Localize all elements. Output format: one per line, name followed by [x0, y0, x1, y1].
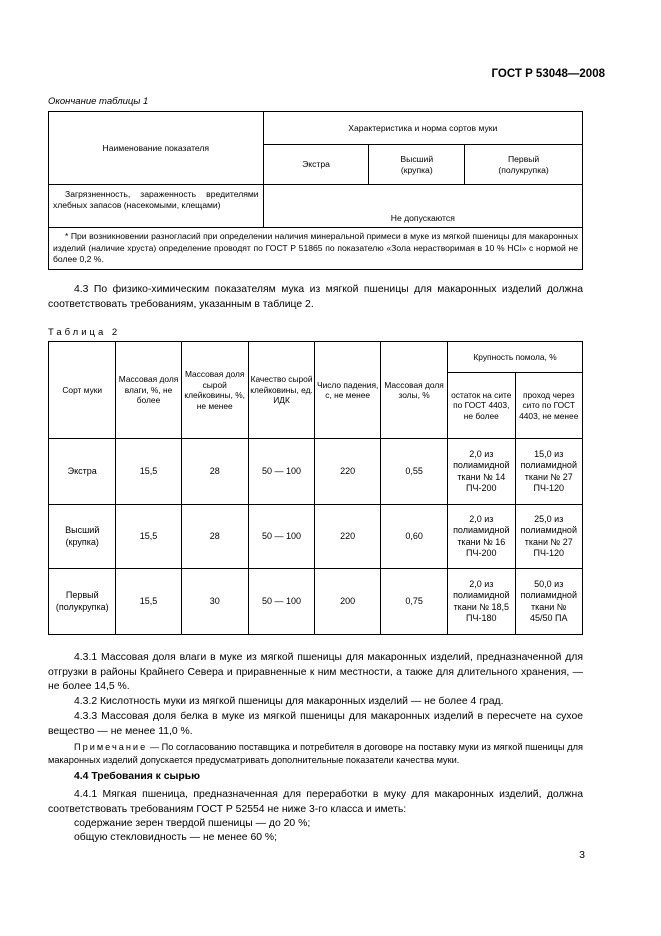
hdr-sort: Сорт муки [49, 342, 116, 439]
grade-first [465, 145, 583, 185]
falling-cell: 200 [315, 569, 381, 635]
moisture-cell: 15,5 [116, 439, 181, 505]
residue-cell: 2,0 из полиамидной ткани № 18,5 ПЧ-180 [448, 569, 515, 635]
grade-name: Высший [400, 153, 434, 164]
hdr-moisture: Массовая доля влаги, %, не более [116, 342, 181, 439]
row-value: Не допускаются [263, 185, 582, 228]
list-item: содержание зерен твердой пшеницы — до 20 %; [74, 818, 311, 829]
para-4-3-2: 4.3.2 Кислотность муки из мягкой пшеницы для макаронных изделий — не более 4 град. [74, 696, 504, 707]
para-4-3-1: 4.3.1 Массовая доля влаги в муке из мягкой пшеницы для макаронных изделий, предназначенной для отгрузки в районы Крайнего Севера и приравненные к ним местности, а также для длительного хранения, — не более 14,5 %. [48, 652, 583, 693]
hdr-gluten-quality: Качество сырой клейковины, ед. ИДК [248, 342, 314, 439]
hdr-residue: остаток на сите по ГОСТ 4403, не более [448, 373, 515, 439]
grade-sub: (крупка) [400, 164, 433, 175]
quality-cell: 50 — 100 [248, 569, 314, 635]
hdr-gluten: Массовая доля сырой клейковины, %, не менее [181, 342, 248, 439]
sort-name: Высший [65, 525, 100, 536]
gluten-cell: 28 [181, 505, 248, 569]
table1-footnote: * При возникновении разногласий при определении наличия минеральной примеси в муке из мягкой пшеницы для макаронных изделий (наличие хруста) определение проводят по ГОСТ Р 51865 по показателю «Зола нерастворимая в 10 % HCl» с нормой не более 0,2 %. [49, 228, 583, 270]
hdr-ash: Массовая доля золы, % [381, 342, 448, 439]
section-4-4-heading: 4.4 Требования к сырью [74, 771, 201, 782]
gluten-cell: 30 [181, 569, 248, 635]
sort-sub: (полукрупка) [55, 601, 109, 612]
grade-extra [263, 145, 369, 185]
grade-name: Экстра [302, 159, 330, 170]
grade-name: Первый [507, 153, 540, 164]
ash-cell: 0,75 [381, 569, 448, 635]
sort-name: Экстра [67, 465, 97, 476]
falling-cell: 220 [315, 505, 381, 569]
ash-cell: 0,55 [381, 439, 448, 505]
sort-sub: (крупка) [65, 536, 99, 547]
pass-cell: 50,0 из полиамидной ткани № 45/50 ПА [515, 569, 583, 635]
falling-cell: 220 [315, 439, 381, 505]
list-item: общую стекловидность — не менее 60 %; [74, 832, 278, 843]
table-2 [48, 341, 583, 635]
page-number: 3 [579, 849, 585, 861]
col-name-header: Наименование показателя [49, 112, 264, 185]
hdr-falling-number: Число падения, с, не менее [315, 342, 381, 439]
table-row [49, 439, 583, 505]
para-4-3: 4.3 По физико-химическим показателям мука из мягкой пшеницы для макаронных изделий должна соответствовать требованиям, указанным в таблице 2. [48, 284, 583, 310]
note-text: — По согласованию поставщика и потребителя в договоре на поставку муки из мягкой пшеницы для макаронных изделий допускается предусматривать дополнительные показатели качества муки. [48, 742, 583, 765]
pass-cell: 15,0 из полиамидной ткани № 27 ПЧ-120 [515, 439, 583, 505]
sort-name: Первый [65, 590, 99, 601]
para-4-3-3: 4.3.3 Массовая доля белка в муке из мягкой пшеницы для макаронных изделий в пересчете на сухое вещество — не менее 11,0 %. [48, 711, 583, 737]
table-row [49, 569, 583, 635]
note-label: Примечание [74, 742, 148, 752]
gluten-cell: 28 [181, 439, 248, 505]
row-name: Загрязненность, зараженность вредителями хлебных запасов (насекомыми, клещами) [49, 185, 264, 228]
table1-caption: Окончание таблицы 1 [48, 96, 149, 107]
moisture-cell: 15,5 [116, 569, 181, 635]
table-1 [48, 111, 583, 270]
residue-cell: 2,0 из полиамидной ткани № 14 ПЧ-200 [448, 439, 515, 505]
grade-sub: (полукрупка) [498, 164, 549, 175]
quality-cell: 50 — 100 [248, 439, 314, 505]
quality-cell: 50 — 100 [248, 505, 314, 569]
ash-cell: 0,60 [381, 505, 448, 569]
grade-higher [369, 145, 465, 185]
document-header: ГОСТ Р 53048—2008 [491, 68, 605, 80]
moisture-cell: 15,5 [116, 505, 181, 569]
hdr-pass: проход через сито по ГОСТ 4403, не менее [515, 373, 583, 439]
para-4-4-1: 4.4.1 Мягкая пшеница, предназначенная для переработки в муку для макаронных изделий, должна соответствовать требованиям ГОСТ Р 52554 не ниже 3-го класса и иметь: [48, 789, 583, 815]
hdr-fineness: Крупность помола, % [448, 342, 583, 373]
table2-label: Таблица 2 [48, 327, 121, 338]
col-group-header: Характеристика и норма сортов муки [263, 112, 582, 145]
table-row [49, 505, 583, 569]
residue-cell: 2,0 из полиамидной ткани № 16 ПЧ-200 [448, 505, 515, 569]
pass-cell: 25,0 из полиамидной ткани № 27 ПЧ-120 [515, 505, 583, 569]
note [48, 741, 583, 766]
